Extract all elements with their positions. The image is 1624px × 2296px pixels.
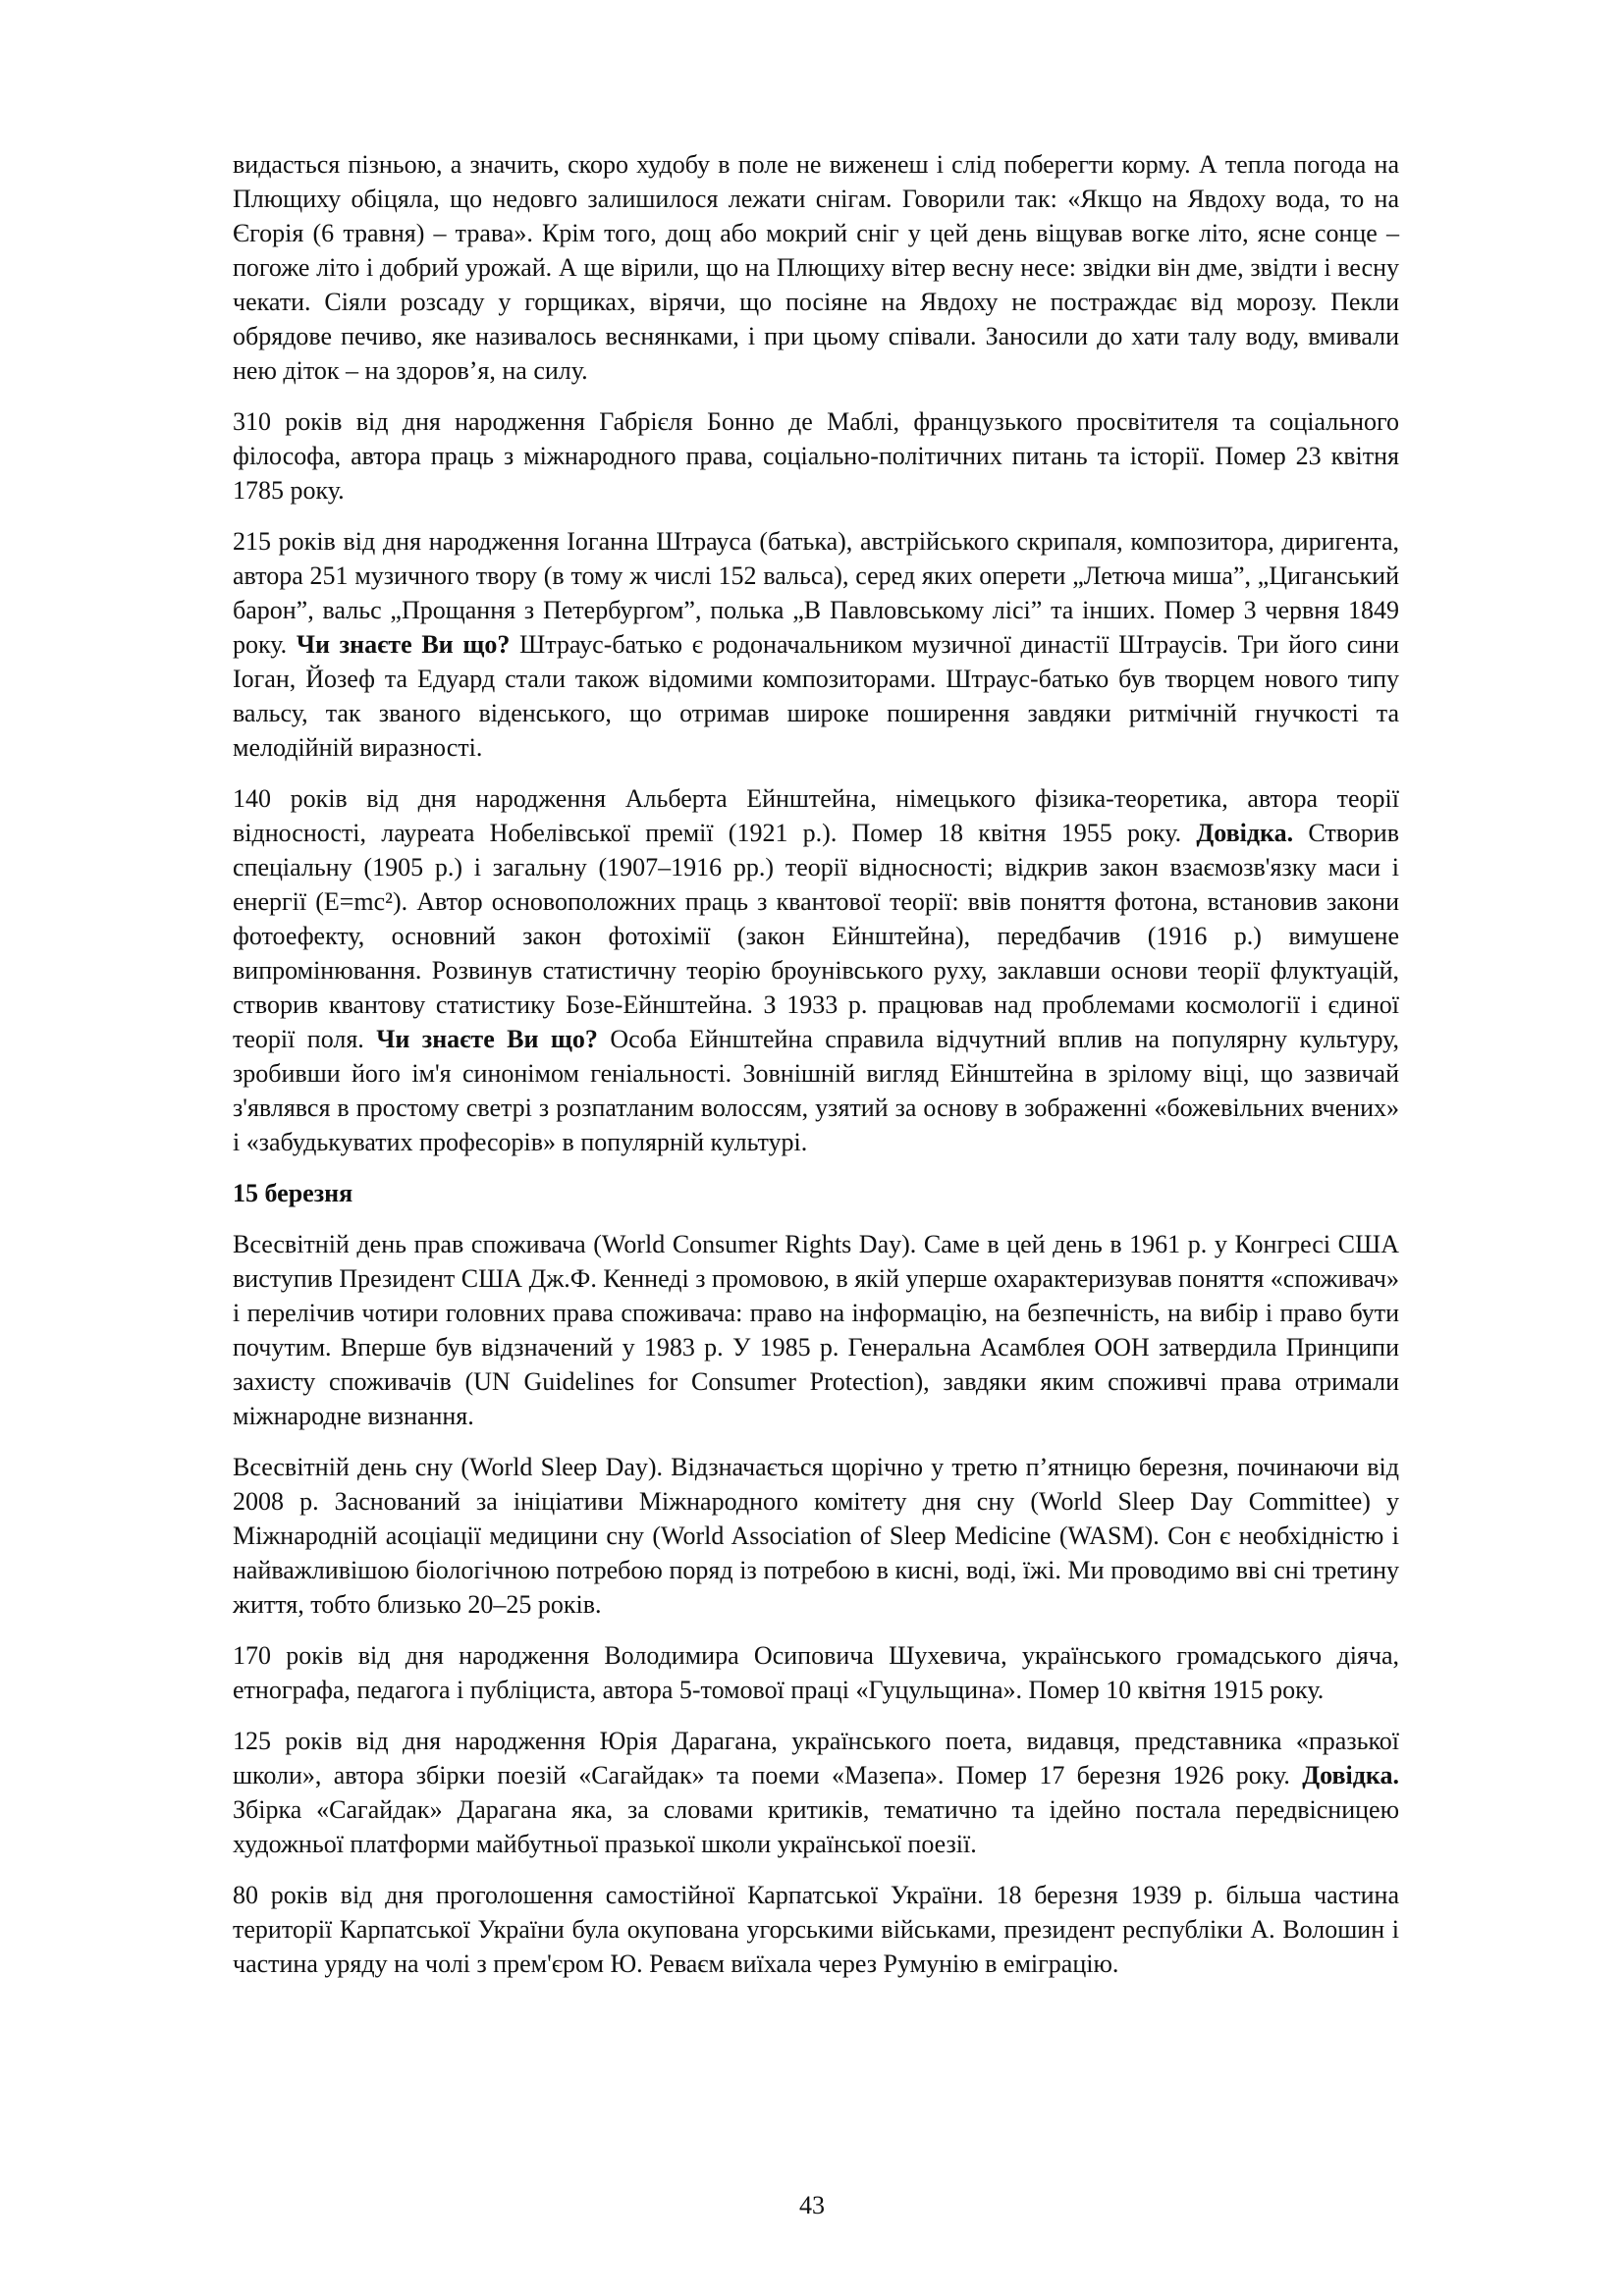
did-you-know-label: Чи знаєте Ви що? [296, 630, 511, 659]
paragraph-shukhevych [233, 1638, 1399, 1707]
paragraph-text: видасться пізньою, а значить, скоро худобу в поле не виженеш і слід поберегти корму. А тепла погода на Плющиху обіцяла, що недовго залишилося лежати снігам. Говорили так: «Якщо на Явдоху вода, то на Єгорія (6 травня) – трава». Крім того, дощ або мокрий сніг у цей день віщував вогке літо, ясне сонце – погоже літо і добрий урожай. А ще вірили, що на Плющиху вітер весну несе: звідки він дме, звідти і весну чекати. Сіяли розсаду у горщиках, вірячи, що посіяне на Явдоху не постраждає від морозу. Пекли обрядове печиво, яке називалось веснянками, і при цьому співали. Заносили до хати талу воду, вмивали нею діток – на здоров’я, на силу. [233, 150, 1399, 385]
paragraph-text: 170 років від дня народження Володимира Осиповича Шухевича, українського громадського діяча, етнографа, педагога і публіциста, автора 5-томової праці «Гуцульщина». Помер 10 квітня 1915 року. [233, 1641, 1399, 1704]
paragraph-text: Всесвітній день прав споживача (World Consumer Rights Day). Саме в цей день в 1961 р. у Конгресі США виступив Президент США Дж.Ф. Кеннеді з промовою, в якій уперше охарактеризував поняття «споживач» і перелічив чотири головних права споживача: право на інформацію, на безпечність, на вибір і право бути почутим. Вперше був відзначений у 1983 р. У 1985 р. Генеральна Асамблея ООН затвердила Принципи захисту споживачів (UN Guidelines for Consumer Protection), завдяки яким споживчі права отримали міжнародне визнання. [233, 1230, 1399, 1430]
paragraph-daragan [233, 1724, 1399, 1861]
paragraph-text: 80 років від дня проголошення самостійної Карпатської України. 18 березня 1939 р. більша частина території Карпатської України була окупована угорськими військами, президент республіки А. Волошин і частина уряду на чолі з прем'єром Ю. Реваєм виїхала через Румунію в еміграцію. [233, 1881, 1399, 1978]
paragraph-text: Створив спеціальну (1905 р.) і загальну (1907–1916 рр.) теорії відносності; відкрив закон взаємозв'язку маси і енергії (E=mc²). Автор основоположних праць з квантової теорії: ввів поняття фотона, встановив закони фотоефекту, основний закон фотохімії (закон Ейнштейна), передбачив (1916 р.) вимушене випромінювання. Розвинув статистичну теорію броунівського руху, заклавши основи теорії флуктуацій, створив квантову статистику Бозе-Ейнштейна. З 1933 р. працював над проблемами космології і єдиної теорії поля. [233, 819, 1399, 1053]
paragraph-consumer-rights-day [233, 1227, 1399, 1433]
reference-label: Довідка. [1302, 1761, 1399, 1789]
reference-label: Довідка. [1196, 819, 1294, 847]
page-number: 43 [799, 2191, 825, 2219]
paragraph-mably [233, 404, 1399, 507]
paragraph-text: Всесвітній день сну (World Sleep Day). Відзначається щорічно у третю п’ятницю березня, починаючи від 2008 р. Заснований за ініціативи Міжнародного комітету дня сну (World Sleep Day Committee) у Міжнародній асоціації медицини сну (World Association of Sleep Medicine (WASM). Сон є необхідністю і найважливішою біологічною потребою поряд із потребою в кисні, воді, їжі. Ми проводимо вві сні третину життя, тобто близько 20–25 років. [233, 1453, 1399, 1619]
did-you-know-label: Чи знаєте Ви що? [376, 1025, 598, 1053]
paragraph-text: Особа Ейнштейна справила відчутний вплив на популярну культуру, зробивши його ім'я синонімом геніальності. Зовнішній вигляд Ейнштейна в зрілому віці, що зазвичай з'являвся в простому светрі з розпатланим волоссям, узятий за основу в зображенні «божевільних вчених» і «забудькуватих професорів» в популярній культурі. [233, 1025, 1400, 1156]
paragraph-yavdokha-customs [233, 147, 1399, 388]
paragraph-carpathian-ukraine [233, 1878, 1399, 1981]
paragraph-strauss [233, 524, 1399, 765]
paragraph-text: 140 років від дня народження Альберта Ейнштейна, німецького фізика-теоретика, автора теорії відносності, лауреата Нобелівської премії (1921 р.). Помер 18 квітня 1955 року. [233, 784, 1399, 847]
paragraph-text: Збірка «Сагайдак» Дарагана яка, за словами критиків, тематично та ідейно постала передвісницею художньої платформи майбутньої празької школи української поезії. [233, 1795, 1399, 1858]
paragraph-text: 125 років від дня народження Юрія Дарагана, українського поета, видавця, представника «празької школи», автора збірки поезій «Сагайдак» та поеми «Мазепа». Помер 17 березня 1926 року. [233, 1727, 1399, 1789]
paragraph-text: Штраус-батько є родоначальником музичної династії Штраусів. Три його сини Іоган, Йозеф та Едуард стали також відомими композиторами. Штраус-батько був творцем нового типу вальсу, так званого віденського, що отримав широке поширення завдяки ритмічній гнучкості та мелодійній виразності. [233, 630, 1399, 762]
document-page [233, 147, 1399, 1998]
date-heading: 15 березня [233, 1179, 353, 1207]
paragraph-einstein [233, 781, 1399, 1159]
paragraph-text: 215 років від дня народження Іоганна Штрауса (батька), австрійського скрипаля, композитора, диригента, автора 251 музичного твору (в тому ж числі 152 вальса), серед яких оперети „Летюча миша”, „Циганський барон”, вальс „Прощання з Петербургом”, полька „В Павловському лісі” та інших. Помер 3 червня 1849 року. [233, 527, 1399, 659]
paragraph-world-sleep-day [233, 1450, 1399, 1622]
paragraph-text: 310 років від дня народження Габрієля Бонно де Маблі, французького просвітителя та соціального філософа, автора праць з міжнародного права, соціально-політичних питань та історії. Помер 23 квітня 1785 року. [233, 407, 1399, 505]
